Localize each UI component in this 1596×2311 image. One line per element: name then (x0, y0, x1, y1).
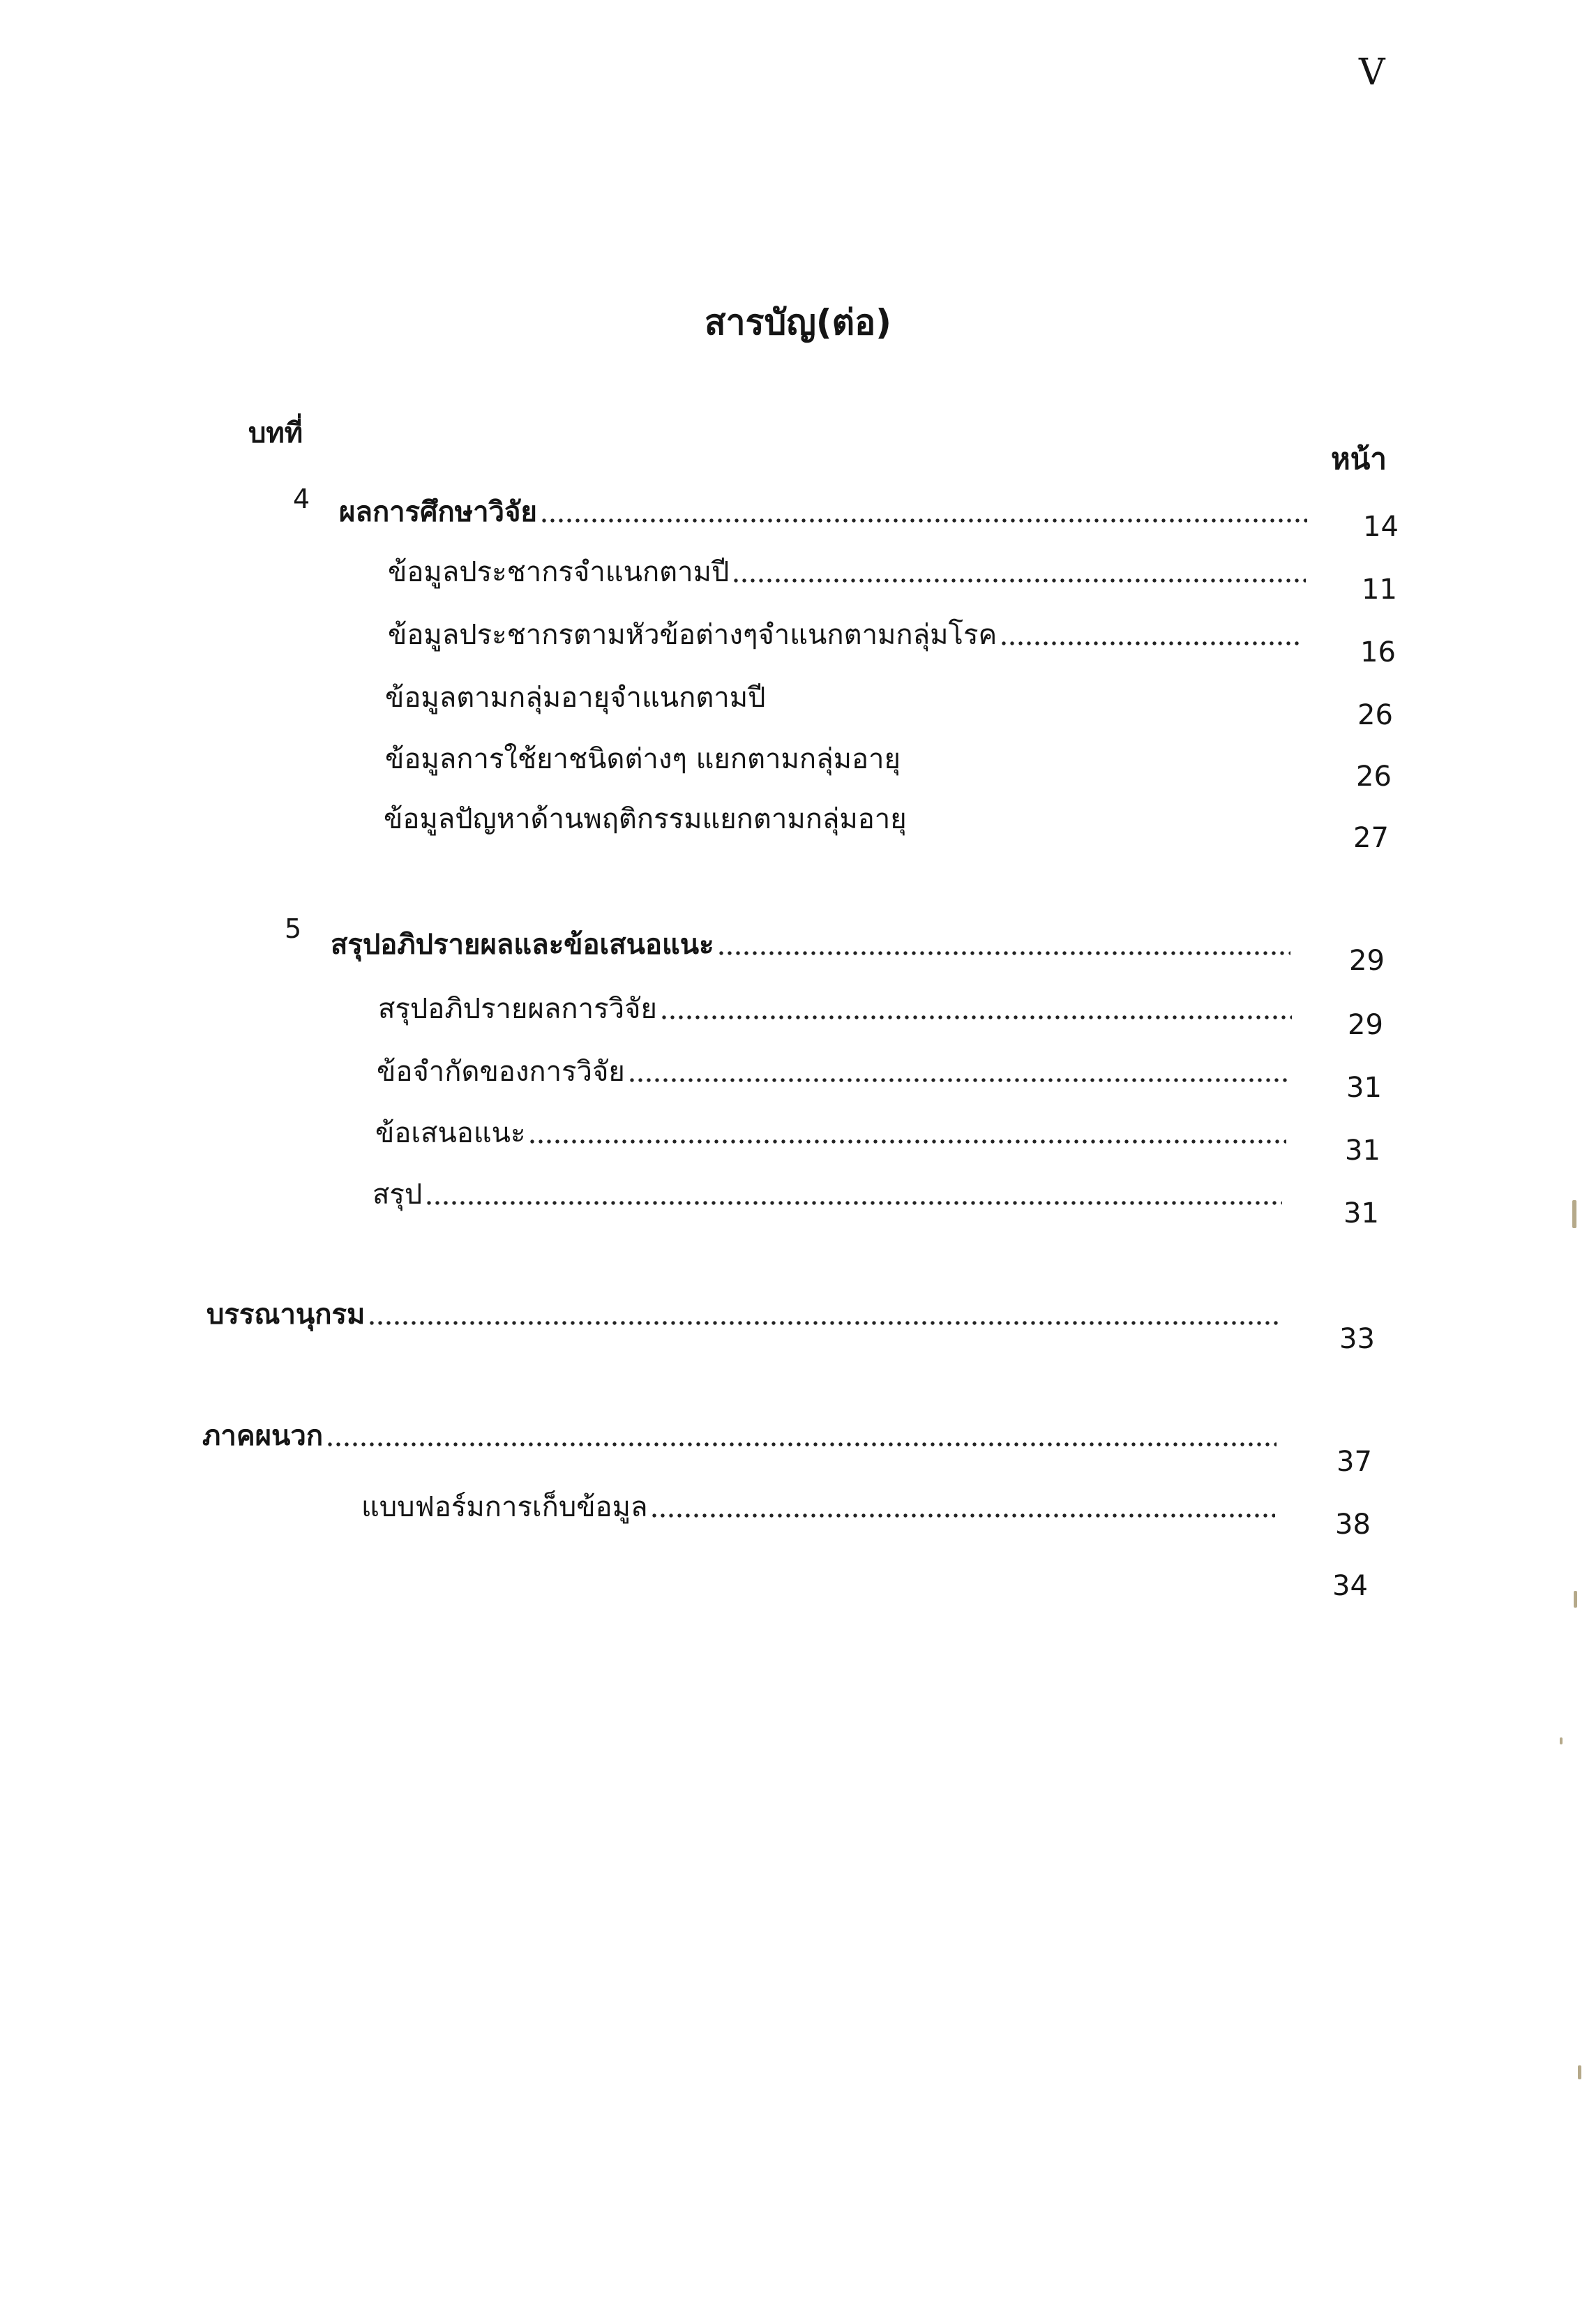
dot-leader (660, 1014, 1292, 1021)
scan-speck (1574, 1591, 1577, 1608)
dot-leader (732, 577, 1306, 584)
dot-leader (650, 1512, 1275, 1519)
toc-entry-row[interactable] (378, 985, 1292, 1027)
toc-entry-label: ข้อมูลประชากรจำแนกตามปี (388, 556, 730, 588)
toc-appendix-label: ภาคผนวก (202, 1420, 324, 1452)
toc-entry-label: สรุปอภิปรายผลการวิจัย (378, 993, 657, 1025)
toc-chapter-row[interactable] (331, 921, 1290, 963)
toc-bibliography-label: บรรณานุกรม (206, 1299, 366, 1331)
toc-page-number: 27 (1353, 822, 1389, 854)
toc-page-number: 11 (1362, 574, 1397, 606)
dot-leader (528, 1138, 1286, 1145)
toc-bibliography-row[interactable] (206, 1291, 1279, 1333)
chapter-number: 4 (293, 484, 310, 514)
scan-speck (1578, 2065, 1581, 2079)
toc-entry-row[interactable] (361, 1483, 1275, 1525)
toc-entry-row[interactable] (385, 674, 943, 716)
toc-entry-label: ข้อมูลประชากรตามหัวข้อต่างๆจำแนกตามกลุ่มโรค (388, 619, 998, 651)
toc-entry-row[interactable] (375, 1109, 1286, 1151)
dot-leader (717, 950, 1290, 957)
page-title: สารบัญ(ต่อ) (705, 302, 891, 343)
toc-chapter-row[interactable] (339, 488, 1307, 530)
toc-page-number: 31 (1343, 1197, 1379, 1229)
page-number: V (1359, 52, 1385, 94)
toc-entry-label: ข้อมูลการใช้ยาชนิดต่างๆ แยกตามกลุ่มอายุ (385, 743, 901, 775)
toc-entry-label: ข้อจำกัดของการวิจัย (377, 1056, 625, 1088)
toc-entry-label: ข้อเสนอแนะ (375, 1117, 526, 1149)
trailing-page-number: 34 (1332, 1570, 1368, 1602)
toc-entry-row[interactable] (377, 1048, 1290, 1090)
scan-speck (1560, 1737, 1563, 1744)
toc-chapter-title: ผลการศึกษาวิจัย (339, 496, 537, 528)
toc-page-number: 16 (1360, 636, 1396, 668)
toc-entry-label: แบบฟอร์มการเก็บข้อมูล (361, 1491, 648, 1523)
toc-page-number: 33 (1339, 1323, 1375, 1355)
toc-page-number: 29 (1349, 945, 1385, 977)
toc-entry-row[interactable] (384, 795, 1011, 837)
toc-page-number: 37 (1337, 1446, 1372, 1478)
toc-entry-row[interactable] (372, 1171, 1282, 1213)
toc-entry-row[interactable] (385, 735, 1013, 777)
toc-entry-label: สรุป (372, 1179, 423, 1211)
toc-entry-row[interactable] (388, 611, 1300, 653)
toc-page-number: 31 (1346, 1072, 1382, 1104)
dot-leader (326, 1441, 1277, 1448)
toc-page-number: 29 (1348, 1009, 1383, 1041)
toc-entry-row[interactable] (388, 548, 1306, 590)
dot-leader (628, 1077, 1290, 1084)
toc-page-number: 14 (1363, 511, 1399, 543)
toc-page-number: 26 (1357, 699, 1393, 731)
toc-page-number: 31 (1345, 1135, 1380, 1167)
scan-speck (1572, 1200, 1576, 1228)
dot-leader (368, 1319, 1279, 1326)
toc-entry-label: ข้อมูลปัญหาด้านพฤติกรรมแยกตามกลุ่มอายุ (384, 803, 907, 835)
toc-page-number: 38 (1335, 1509, 1371, 1541)
chapter-column-header: บทที่ (248, 417, 303, 449)
dot-leader (540, 517, 1307, 524)
page-column-header: หน้า (1331, 442, 1387, 476)
toc-entry-label: ข้อมูลตามกลุ่มอายุจำแนกตามปี (385, 682, 766, 714)
toc-appendix-row[interactable] (202, 1412, 1277, 1454)
toc-chapter-title: สรุปอภิปรายผลและข้อเสนอแนะ (331, 929, 714, 961)
dot-leader (425, 1199, 1282, 1206)
dot-leader (1000, 640, 1300, 647)
toc-page-number: 26 (1356, 761, 1392, 793)
chapter-number: 5 (285, 913, 302, 944)
